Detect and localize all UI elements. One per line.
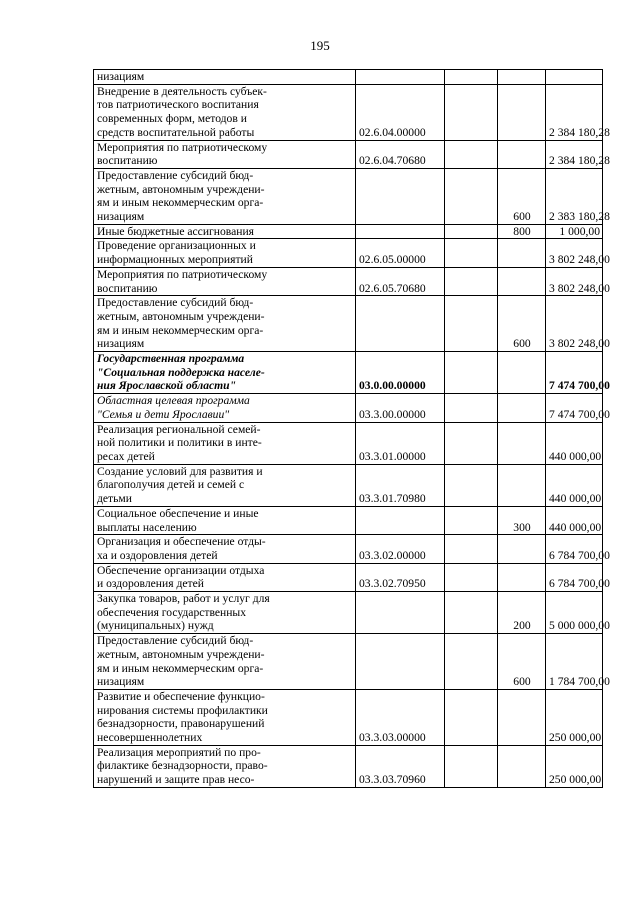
table-row — [94, 394, 603, 422]
row-name-cell — [94, 224, 356, 239]
row-type-cell — [498, 592, 546, 634]
row-code-cell — [356, 394, 445, 422]
row-code-text: 03.3.01.00000 — [359, 449, 426, 463]
row-sum-cell — [546, 140, 610, 168]
row-name-cell — [94, 535, 356, 563]
row-sum-text: 7 474 700,00 — [549, 379, 610, 393]
row-name-text: Предоставление субсидий бюд- жетным, автономным учреждени- ям и иным некоммерческим орга- низациям — [97, 634, 265, 689]
row-code-cell — [356, 563, 445, 591]
row-empty-cell — [445, 394, 498, 422]
row-type-text: 300 — [513, 520, 531, 534]
table-row — [94, 352, 603, 394]
row-name-cell — [94, 592, 356, 634]
table-row — [94, 84, 603, 140]
row-name-cell — [94, 84, 356, 140]
row-empty-cell — [445, 168, 498, 224]
row-sum-text: 2 383 180,28 — [549, 210, 610, 224]
table-row — [94, 239, 603, 267]
row-sum-text: 5 000 000,00 — [549, 619, 610, 633]
budget-table-body — [94, 70, 610, 788]
row-type-cell — [498, 84, 546, 140]
row-empty-cell — [445, 84, 498, 140]
row-code-cell — [356, 422, 445, 464]
row-code-cell — [356, 506, 445, 534]
budget-table — [93, 69, 610, 788]
row-code-text: 03.3.03.70960 — [359, 773, 426, 787]
row-sum-text: 1 000,00 — [559, 224, 600, 238]
table-row — [94, 70, 603, 85]
row-name-cell — [94, 422, 356, 464]
row-type-cell — [498, 70, 546, 85]
row-empty-cell — [445, 422, 498, 464]
row-sum-text: 6 784 700,00 — [549, 577, 610, 591]
row-name-cell — [94, 296, 356, 352]
table-row — [94, 745, 603, 787]
row-code-text: 02.6.05.00000 — [359, 253, 426, 267]
row-name-cell — [94, 464, 356, 506]
table-row — [94, 689, 603, 745]
row-sum-cell — [546, 634, 610, 690]
row-empty-cell — [445, 296, 498, 352]
row-sum-cell — [546, 592, 610, 634]
row-name-text: Создание условий для развития и благополучия детей и семей с детьми — [97, 464, 263, 506]
row-type-text: 200 — [513, 619, 531, 633]
row-code-cell — [356, 224, 445, 239]
row-name-text: Государственная программа "Социальная поддержка населе- ния Ярославской области" — [97, 352, 265, 393]
row-name-cell — [94, 168, 356, 224]
table-row — [94, 224, 603, 239]
row-empty-cell — [445, 224, 498, 239]
row-name-cell — [94, 352, 356, 394]
row-type-cell — [498, 168, 546, 224]
row-sum-text: 250 000,00 — [549, 773, 602, 787]
row-code-text: 03.3.02.70950 — [359, 577, 426, 591]
row-name-cell — [94, 267, 356, 295]
row-name-text: Иные бюджетные ассигнования — [97, 224, 254, 238]
table-row — [94, 563, 603, 591]
row-type-text: 600 — [513, 675, 531, 689]
table-row — [94, 267, 603, 295]
row-sum-cell — [546, 84, 610, 140]
row-name-cell — [94, 563, 356, 591]
row-sum-text: 7 474 700,00 — [549, 407, 610, 421]
row-type-cell — [498, 506, 546, 534]
row-code-cell — [356, 464, 445, 506]
row-empty-cell — [445, 634, 498, 690]
row-name-cell — [94, 70, 356, 85]
row-code-text: 03.3.02.00000 — [359, 548, 426, 562]
row-name-cell — [94, 506, 356, 534]
row-sum-text: 6 784 700,00 — [549, 548, 610, 562]
row-empty-cell — [445, 506, 498, 534]
row-sum-cell — [546, 168, 610, 224]
row-sum-text: 3 802 248,00 — [549, 281, 610, 295]
row-sum-cell — [546, 506, 603, 534]
row-name-text: Реализация региональной семей- ной политики и политики в инте- ресах детей — [97, 422, 262, 463]
table-row — [94, 506, 603, 534]
row-code-text: 03.3.00.00000 — [359, 407, 426, 421]
row-name-cell — [94, 239, 356, 267]
row-name-text: Мероприятия по патриотическому воспитанию — [97, 267, 268, 295]
row-name-text: Организация и обеспечение отды- ха и оздоровления детей — [97, 535, 266, 562]
row-empty-cell — [445, 464, 498, 506]
row-type-cell — [498, 745, 546, 787]
row-sum-text: 2 384 180,28 — [549, 154, 610, 168]
row-sum-cell — [546, 296, 610, 352]
row-type-cell — [498, 239, 546, 267]
row-type-cell — [498, 535, 546, 563]
row-type-cell — [498, 224, 546, 239]
row-sum-cell — [546, 464, 603, 506]
row-code-text: 03.3.03.00000 — [359, 731, 426, 745]
row-code-cell — [356, 352, 445, 394]
row-code-cell — [356, 239, 445, 267]
row-sum-cell — [546, 224, 603, 239]
row-sum-cell — [546, 352, 610, 394]
row-name-text: Обеспечение организации отдыха и оздоровления детей — [97, 563, 265, 591]
row-sum-text: 440 000,00 — [549, 449, 602, 463]
table-row — [94, 422, 603, 464]
row-code-cell — [356, 535, 445, 563]
row-sum-cell — [546, 394, 610, 422]
row-name-text: Развитие и обеспечение функцио- нирования системы профилактики безнадзорности, правонарушений несовершеннолетних — [97, 689, 268, 745]
row-sum-cell — [546, 70, 603, 85]
row-code-text: 02.6.04.00000 — [359, 125, 426, 139]
row-sum-text: 440 000,00 — [549, 492, 602, 506]
row-empty-cell — [445, 563, 498, 591]
row-type-cell — [498, 422, 546, 464]
row-code-cell — [356, 267, 445, 295]
row-sum-text: 1 784 700,00 — [549, 675, 610, 689]
row-sum-text: 440 000,00 — [549, 520, 602, 534]
row-type-text: 600 — [513, 337, 531, 351]
row-name-text: Предоставление субсидий бюд- жетным, автономным учреждени- ям и иным некоммерческим орга- низациям — [97, 168, 265, 224]
row-name-text: Закупка товаров, работ и услуг для обеспечения государственных (муниципальных) нужд — [97, 592, 270, 633]
row-type-cell — [498, 140, 546, 168]
row-code-cell — [356, 296, 445, 352]
row-name-text: Предоставление субсидий бюд- жетным, автономным учреждени- ям и иным некоммерческим орга- низациям — [97, 296, 265, 351]
row-code-cell — [356, 689, 445, 745]
row-sum-cell — [546, 563, 610, 591]
row-name-text: Внедрение в деятельность субъек- тов патриотического воспитания современных форм, методов и средств воспитательной работы — [97, 84, 267, 139]
row-type-cell — [498, 296, 546, 352]
row-type-cell — [498, 634, 546, 690]
row-name-cell — [94, 745, 356, 787]
row-name-text: Мероприятия по патриотическому воспитанию — [97, 140, 268, 168]
row-sum-text: 3 802 248,00 — [549, 337, 610, 351]
row-empty-cell — [445, 745, 498, 787]
row-sum-cell — [546, 239, 610, 267]
table-row — [94, 535, 603, 563]
row-sum-cell — [546, 267, 610, 295]
row-sum-cell — [546, 535, 610, 563]
row-empty-cell — [445, 70, 498, 85]
table-row — [94, 464, 603, 506]
row-code-cell — [356, 745, 445, 787]
row-empty-cell — [445, 592, 498, 634]
row-name-cell — [94, 140, 356, 168]
row-name-text: Реализация мероприятий по про- филактике безнадзорности, право- нарушений и защите прав несо- — [97, 745, 268, 787]
row-empty-cell — [445, 267, 498, 295]
row-sum-text: 250 000,00 — [549, 731, 602, 745]
table-row — [94, 168, 603, 224]
table-row — [94, 296, 603, 352]
row-type-text: 600 — [513, 210, 531, 224]
row-sum-cell — [546, 745, 603, 787]
row-type-cell — [498, 563, 546, 591]
row-empty-cell — [445, 535, 498, 563]
row-name-text: Проведение организационных и информационных мероприятий — [97, 239, 256, 267]
row-type-text: 800 — [513, 224, 531, 238]
row-name-cell — [94, 634, 356, 690]
row-type-cell — [498, 394, 546, 422]
row-type-cell — [498, 464, 546, 506]
row-code-text: 03.0.00.00000 — [359, 379, 426, 393]
row-name-text: Областная целевая программа "Семья и дети Ярославии" — [97, 394, 250, 421]
row-code-text: 02.6.05.70680 — [359, 281, 426, 295]
row-code-text: 02.6.04.70680 — [359, 154, 426, 168]
row-type-cell — [498, 267, 546, 295]
row-empty-cell — [445, 140, 498, 168]
row-name-cell — [94, 394, 356, 422]
page-number: 195 — [310, 38, 330, 53]
row-code-text: 03.3.01.70980 — [359, 492, 426, 506]
table-row — [94, 592, 603, 634]
row-name-text: Социальное обеспечение и иные выплаты населению — [97, 506, 259, 534]
row-code-cell — [356, 168, 445, 224]
row-code-cell — [356, 70, 445, 85]
row-empty-cell — [445, 239, 498, 267]
row-sum-text: 2 384 180,28 — [549, 125, 610, 139]
table-row — [94, 140, 603, 168]
row-empty-cell — [445, 352, 498, 394]
row-sum-text: 3 802 248,00 — [549, 253, 610, 267]
row-sum-cell — [546, 689, 603, 745]
table-row — [94, 634, 603, 690]
row-code-cell — [356, 634, 445, 690]
row-code-cell — [356, 84, 445, 140]
row-name-text: низациям — [97, 70, 145, 83]
row-sum-cell — [546, 422, 603, 464]
row-code-cell — [356, 140, 445, 168]
row-code-cell — [356, 592, 445, 634]
row-type-cell — [498, 689, 546, 745]
row-name-cell — [94, 689, 356, 745]
row-empty-cell — [445, 689, 498, 745]
row-type-cell — [498, 352, 546, 394]
